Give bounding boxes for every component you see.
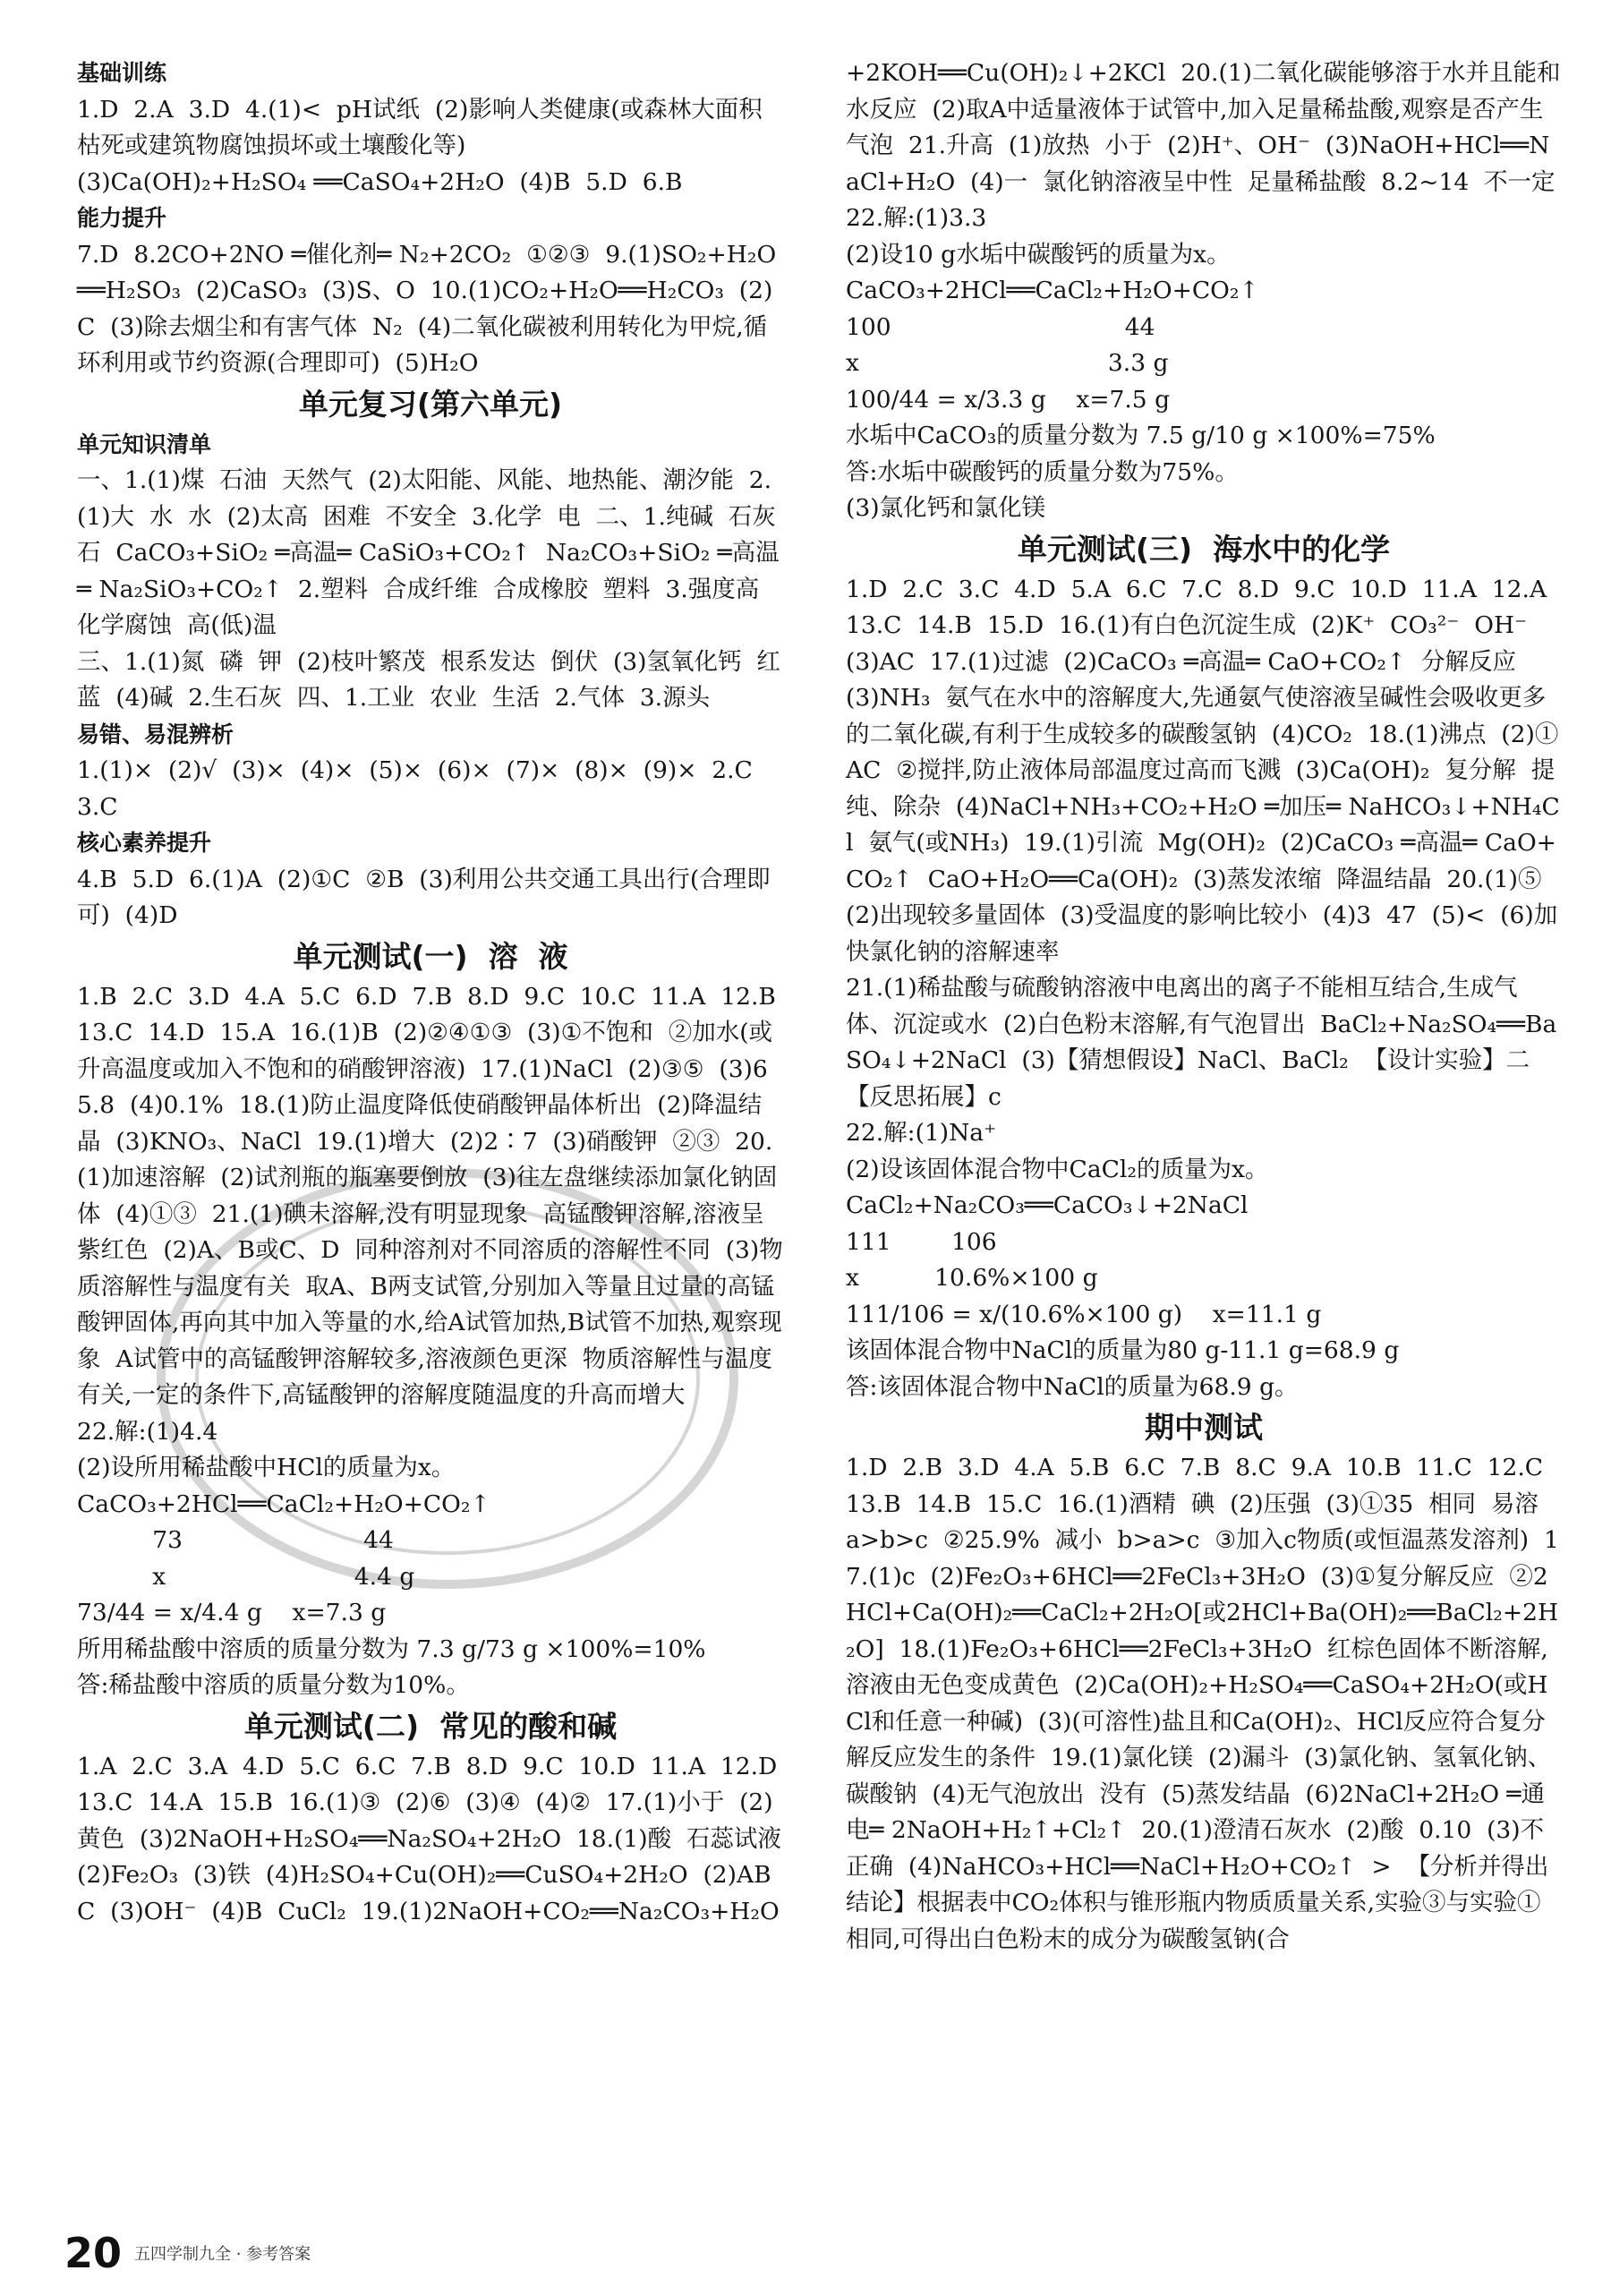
answer-paragraph: CaCO₃+2HCl══CaCl₂+H₂O+CO₂↑ xyxy=(77,1489,490,1518)
section-heading: 核心素养提升 xyxy=(77,830,212,856)
answer-paragraph: (2)设10 g水垢中碳酸钙的质量为x。 xyxy=(846,240,1231,269)
answer-paragraph: 答:该固体混合物中NaCl的质量为68.9 g。 xyxy=(846,1372,1299,1401)
answer-paragraph: 4.B 5.D 6.(1)A (2)①C ②B (3)利用公共交通工具出行(合理即可) (4)D xyxy=(77,865,771,929)
page-footer xyxy=(64,2229,311,2277)
left-column xyxy=(77,55,797,1930)
answer-paragraph: CaCl₂+Na₂CO₃══CaCO₃↓+2NaCl xyxy=(846,1191,1249,1219)
answer-paragraph: 1.D 2.A 3.D 4.(1)< pH试纸 (2)影响人类健康(或森林大面积枯死或建筑物腐蚀损坏或土壤酸化等) xyxy=(77,95,763,159)
answer-paragraph: 22.解:(1)Na⁺ xyxy=(846,1119,997,1147)
unit-title: 单元测试(三) 海水中的化学 xyxy=(1017,531,1391,567)
answer-paragraph: 1.(1)× (2)√ (3)× (4)× (5)× (6)× (7)× (8)× (9)× 2.C 3.C xyxy=(77,756,768,821)
answer-paragraph: x 10.6%×100 g xyxy=(846,1264,1098,1292)
answer-paragraph: 答:水垢中碳酸钙的质量分数为75%。 xyxy=(846,457,1239,486)
unit-title: 单元复习(第六单元) xyxy=(298,386,563,422)
answer-paragraph: 水垢中CaCO₃的质量分数为 7.5 g/10 g ×100%=75% xyxy=(846,422,1436,449)
answer-paragraph: 该固体混合物中NaCl的质量为80 g-11.1 g=68.9 g xyxy=(846,1336,1400,1364)
section-heading: 基础训练 xyxy=(77,60,167,86)
answer-paragraph: x 4.4 g xyxy=(77,1562,415,1591)
answer-paragraph: x 3.3 g xyxy=(846,349,1169,377)
unit-title: 期中测试 xyxy=(1145,1410,1263,1445)
right-column xyxy=(846,55,1562,1958)
section-heading: 能力提升 xyxy=(77,205,167,231)
answer-paragraph: 答:稀盐酸中溶质的质量分数为10%。 xyxy=(77,1671,470,1699)
answer-paragraph: 21.(1)稀盐酸与硫酸钠溶液中电离出的离子不能相互结合,生成气体、沉淀或水 (2)白色粉末溶解,有气泡冒出 BaCl₂+Na₂SO₄══BaSO₄↓+2NaCl (3)【猜想假设】NaCl、BaCl₂ 【设计实验】二 【反思拓展】c xyxy=(846,974,1557,1111)
answer-paragraph: 73/44 = x/4.4 g x=7.3 g xyxy=(77,1599,387,1626)
section-heading: 单元知识清单 xyxy=(77,431,212,457)
answer-paragraph: 111 106 xyxy=(846,1227,997,1256)
answer-paragraph: 1.D 2.C 3.C 4.D 5.A 6.C 7.C 8.D 9.C 10.D 11.A 12.A 13.C 14.B 15.D 16.(1)有白色沉淀生成 (2)K⁺ CO₃²⁻ OH⁻ (3)AC 17.(1)过滤 (2)CaCO₃ ═高温═ CaO+CO₂↑ 分解反应 (3)NH₃ 氨气在水中的溶解度大,先通氨气使溶液呈碱性会吸收更多的二氧化碳,有利于生成较多的碳酸氢钠 (4)CO₂ 18.(1)沸点 (2)①AC ②搅拌,防止液体局部温度过高而飞溅 (3)Ca(OH)₂ 复分解 提纯、除杂 (4)NaCl+NH₃+CO₂+H₂O ═加压═ NaHCO₃↓+NH₄Cl 氨气(或NH₃) 19.(1)引流 Mg(OH)₂ (2)CaCO₃ ═高温═ CaO+CO₂↑ CaO+H₂O══Ca(OH)₂ (3)蒸发浓缩 降温结晶 20.(1)⑤ (2)出现较多量固体 (3)受温度的影响比较小 (4)3 47 (5)< (6)加快氯化钠的溶解速率 xyxy=(846,575,1562,966)
unit-title: 单元测试(二) 常见的酸和碱 xyxy=(243,1708,618,1744)
answer-paragraph: 1.B 2.C 3.D 4.A 5.C 6.D 7.B 8.D 9.C 10.C 11.A 12.B 13.C 14.D 15.A 16.(1)B (2)②④①③ (3)①不饱和 ②加水(或升高温度或加入不饱和的硝酸钾溶液) 17.(1)NaCl (2)③⑤ (3)65.8 (4)0.1% 18.(1)防止温度降低使硝酸钾晶体析出 (2)降温结晶 (3)KNO₃、NaCl 19.(1)增大 (2)2∶7 (3)硝酸钾 ②③ 20.(1)加速溶解 (2)试剂瓶的瓶塞要倒放 (3)往左盘继续添加氯化钠固体 (4)①③ 21.(1)碘未溶解,没有明显现象 高锰酸钾溶解,溶液呈紫红色 (2)A、B或C、D 同种溶剂对不同溶质的溶解性不同 (3)物质溶解性与温度有关 取A、B两支试管,分别加入等量且过量的高锰酸钾固体,再向其中加入等量的水,给A试管加热,B试管不加热,观察现象 A试管中的高锰酸钾溶解较多,溶液颜色更深 物质溶解性与温度有关,一定的条件下,高锰酸钾的溶解度随温度的升高而增大 xyxy=(77,982,791,1409)
page-number: 20 xyxy=(64,2229,123,2277)
answer-paragraph: 7.D 8.2CO+2NO ═催化剂═ N₂+2CO₂ ①②③ 9.(1)SO₂+H₂O══H₂SO₃ (2)CaSO₃ (3)S、O 10.(1)CO₂+H₂O══H₂CO₃ (2)C (3)除去烟尘和有害气体 N₂ (4)二氧化碳被利用转化为甲烷,循环利用或节约资源(合理即可) (5)H₂O xyxy=(77,240,777,377)
answer-paragraph: 22.解:(1)4.4 xyxy=(77,1417,218,1446)
answer-paragraph: +2KOH══Cu(OH)₂↓+2KCl 20.(1)二氧化碳能够溶于水并且能和水反应 (2)取A中适量液体于试管中,加入足量稀盐酸,观察是否产生气泡 21.升高 (1)放热 小于 (2)H⁺、OH⁻ (3)NaOH+HCl══NaCl+H₂O (4)一 氯化钠溶液呈中性 足量稀盐酸 8.2~14 不一定 xyxy=(846,59,1561,196)
answer-paragraph: 三、1.(1)氮 磷 钾 (2)枝叶繁茂 根系发达 倒伏 (3)氢氧化钙 红 蓝 (4)碱 2.生石灰 四、1.工业 农业 生活 2.气体 3.源头 xyxy=(77,647,796,712)
unit-title: 单元测试(一) 溶 液 xyxy=(293,938,568,974)
answer-paragraph: 所用稀盐酸中溶质的质量分数为 7.3 g/73 g ×100%=10% xyxy=(77,1635,706,1663)
answer-paragraph: 1.A 2.C 3.A 4.D 5.C 6.C 7.B 8.D 9.C 10.D 11.A 12.D 13.C 14.A 15.B 16.(1)③ (2)⑥ (3)④ (4)② 17.(1)小于 (2)黄色 (3)2NaOH+H₂SO₄══Na₂SO₄+2H₂O 18.(1)酸 石蕊试液 (2)Fe₂O₃ (3)铁 (4)H₂SO₄+Cu(OH)₂══CuSO₄+2H₂O (2)ABC (3)OH⁻ (4)B CuCl₂ 19.(1)2NaOH+CO₂══Na₂CO₃+H₂O xyxy=(77,1752,797,1925)
answer-paragraph: 22.解:(1)3.3 xyxy=(846,204,987,232)
answer-paragraph: 73 44 xyxy=(77,1526,394,1554)
answer-paragraph: 一、1.(1)煤 石油 天然气 (2)太阳能、风能、地热能、潮汐能 2.(1)大 水 水 (2)太高 困难 不安全 3.化学 电 二、1.纯碱 石灰石 CaCO₃+SiO₂ ═高温═ CaSiO₃+CO₂↑ Na₂CO₃+SiO₂ ═高温═ Na₂SiO₃+CO₂↑ 2.塑料 合成纤维 合成橡胶 塑料 3.强度高 化学腐蚀 高(低)温 xyxy=(77,466,780,639)
answer-paragraph: 1.D 2.B 3.D 4.A 5.B 6.C 7.B 8.C 9.A 10.B 11.C 12.C 13.B 14.B 15.C 16.(1)酒精 碘 (2)压强 (3)①35 相同 易溶 a>b>c ②25.9% 减小 b>a>c ③加入c物质(或恒温蒸发溶剂) 17.(1)c (2)Fe₂O₃+6HCl══2FeCl₃+3H₂O (3)①复分解反应 ②2HCl+Ca(OH)₂══CaCl₂+2H₂O[或2HCl+Ba(OH)₂══BaCl₂+2H₂O] 18.(1)Fe₂O₃+6HCl══2FeCl₃+3H₂O 红棕色固体不断溶解,溶液由无色变成黄色 (2)Ca(OH)₂+H₂SO₄══CaSO₄+2H₂O(或HCl和任意一种碱) (3)(可溶性)盐且和Ca(OH)₂、HCl反应符合复分解反应发生的条件 19.(1)氯化镁 (2)漏斗 (3)氯化钠、氢氧化钠、碳酸钠 (4)无气泡放出 没有 (5)蒸发结晶 (6)2NaCl+2H₂O ═通电═ 2NaOH+H₂↑+Cl₂↑ 20.(1)澄清石灰水 (2)酸 0.10 (3)不正确 (4)NaHCO₃+HCl══NaCl+H₂O+CO₂↑ > 【分析并得出结论】根据表中CO₂体积与锥形瓶内物质质量关系,实验③与实验①相同,可得出白色粉末的成分为碳酸氢钠(合 xyxy=(846,1454,1559,1953)
answer-paragraph: (3)氯化钙和氯化镁 xyxy=(846,494,1046,522)
answer-paragraph: 100/44 = x/3.3 g x=7.5 g xyxy=(846,385,1171,414)
answer-paragraph: (3)Ca(OH)₂+H₂SO₄ ══CaSO₄+2H₂O (4)B 5.D 6.B xyxy=(77,167,683,196)
answer-paragraph: (2)设该固体混合物中CaCl₂的质量为x。 xyxy=(846,1155,1269,1183)
answer-paragraph: 111/106 = x/(10.6%×100 g) x=11.1 g xyxy=(846,1300,1322,1328)
section-heading: 易错、易混辨析 xyxy=(77,721,234,747)
answer-paragraph: CaCO₃+2HCl══CaCl₂+H₂O+CO₂↑ xyxy=(846,277,1259,304)
answer-paragraph: 100 44 xyxy=(846,312,1155,341)
footer-text: 五四学制九全 · 参考答案 xyxy=(134,2245,311,2264)
answer-paragraph: (2)设所用稀盐酸中HCl的质量为x。 xyxy=(77,1454,456,1481)
